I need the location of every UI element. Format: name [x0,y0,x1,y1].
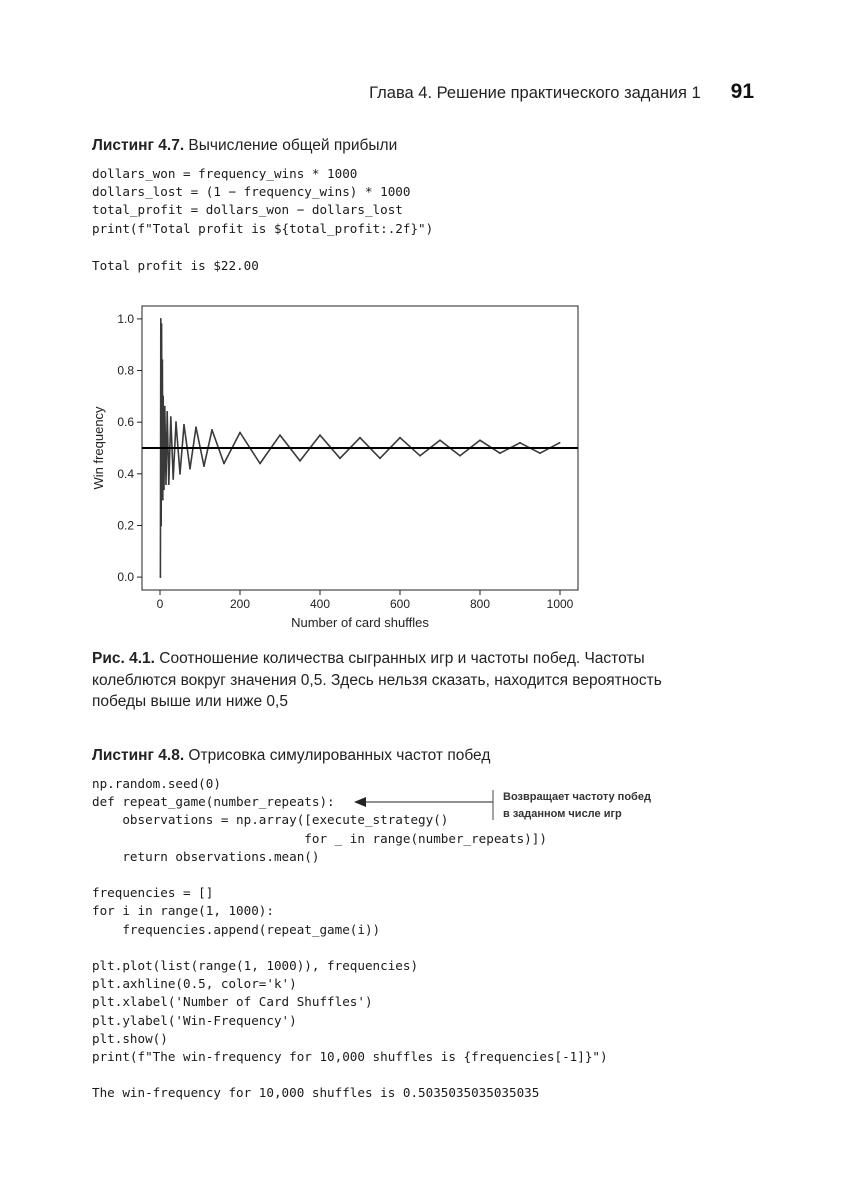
data-point [189,468,191,470]
data-point [162,359,164,361]
listing-title: Отрисовка симулированных частот побед [184,747,491,764]
data-point [163,488,165,490]
data-point [479,439,481,441]
data-point [359,437,361,439]
callout-arrow [352,788,502,822]
x-tick-label: 600 [389,597,411,611]
data-point [162,499,164,501]
listing-4-7-code: dollars_won = frequency_wins * 1000 dollars_lost = (1 − frequency_wins) * 1000 total_profit = dollars_won − dollars_lost print(f"Total profit is ${total_profit:.2f}") [92,166,434,236]
data-point [539,452,541,454]
data-point [160,318,162,320]
data-point [183,424,185,426]
listing-title: Вычисление общей прибыли [184,137,398,154]
data-point [162,396,164,398]
y-tick-label: 1.0 [117,311,134,326]
listing-4-7-output: Total profit is $22.00 [92,258,259,273]
x-tick-label: 0 [156,597,164,611]
data-point [165,483,167,485]
data-point [399,437,401,439]
data-point [160,576,162,578]
data-point [160,525,162,527]
data-point [439,439,441,441]
running-head [369,80,754,104]
figure-4-1-caption [92,648,692,713]
x-tick-label: 400 [309,597,331,611]
data-point [459,455,461,457]
data-point [239,432,241,434]
data-point [172,478,174,480]
chapter-title: Глава 4. Решение практического задания 1 [369,84,701,102]
data-point [211,429,213,431]
y-axis-label: Win frequency [91,406,106,490]
data-point [559,442,561,444]
data-point [203,465,205,467]
data-point [379,457,381,459]
data-point [499,452,501,454]
y-tick-label: 0.6 [117,415,134,430]
page-number: 91 [730,80,754,103]
x-tick-label: 1000 [546,597,574,611]
listing-label: Листинг 4.7. [92,137,185,154]
figure-caption-text: Соотношение количества сыгранных игр и частоты побед. Частоты колеблются вокруг значения 0,5. Здесь нельзя сказать, находится вероятность победы выше или ниже 0,5 [92,650,662,710]
data-point [419,455,421,457]
data-point [223,463,225,465]
listing-4-8-code: np.random.seed(0) def repeat_game(number_repeats): observations = np.array([execute_strategy() for _ in range(number_repeats)]) return observations.mean() frequencies = [] for i in range(1, 1000): frequencies.append(repeat_game(i)) plt.plot(list(range(1, 1000)), frequencies) plt.axhline(0.5, color='k') plt.xlabel('Number of Card Shuffles') plt.ylabel('Win-Frequency') plt.show() print(f"The win-frequency for 10,000 shuffles is {frequencies[-1]}") [92,776,608,1065]
data-point [259,463,261,465]
data-point [164,406,166,408]
data-point [161,483,163,485]
y-tick-label: 0.0 [117,570,134,585]
y-tick-label: 0.4 [117,466,134,481]
figure-label: Рис. 4.1. [92,650,155,667]
data-point [179,473,181,475]
data-point [175,421,177,423]
x-tick-label: 800 [469,597,491,611]
listing-4-7-caption [92,137,397,155]
win-frequency-chart [80,298,600,638]
annotation-line-2: в заданном числе игр [503,808,622,820]
listing-label: Листинг 4.8. [92,747,185,764]
data-point [195,426,197,428]
data-point [339,457,341,459]
y-tick-label: 0.2 [117,518,134,533]
data-point [279,434,281,436]
x-axis-label: Number of card shuffles [291,615,429,630]
data-point [161,323,163,325]
data-point [519,442,521,444]
y-tick-label: 0.8 [117,363,134,378]
listing-4-8-caption [92,747,490,765]
data-point [299,460,301,462]
data-point [319,434,321,436]
x-tick-label: 200 [229,597,251,611]
data-point [166,411,168,413]
annotation-line-1: Возвращает частоту побед [503,791,651,803]
code-annotation [503,789,651,823]
data-point [170,416,172,418]
listing-4-8-output: The win-frequency for 10,000 shuffles is 0.5035035035035035 [92,1085,540,1100]
data-point [168,483,170,485]
